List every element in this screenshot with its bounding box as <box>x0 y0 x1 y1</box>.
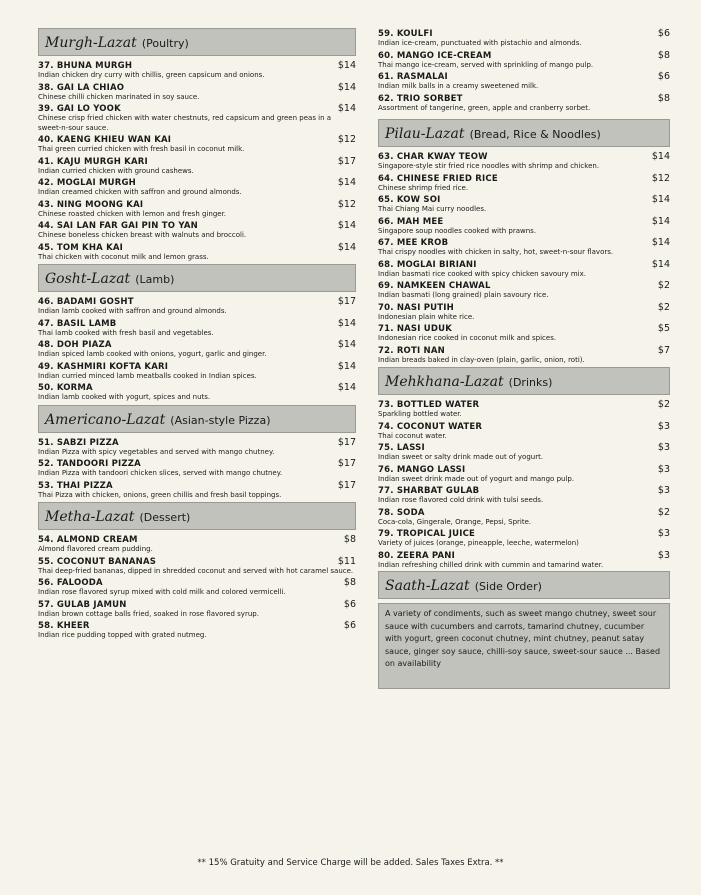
item-price: $14 <box>651 194 670 205</box>
item-name: 41. KAJU MURGH KARI <box>38 156 148 167</box>
menu-item-row <box>38 199 356 210</box>
menu-item <box>378 421 670 442</box>
item-price: $2 <box>657 506 670 518</box>
menu-item-row <box>378 151 670 162</box>
menu-item-row <box>378 442 670 453</box>
item-name: 60. MANGO ICE-CREAM <box>378 50 492 61</box>
item-price: $14 <box>337 177 356 188</box>
menu-item <box>378 237 670 258</box>
item-name: 68. MOGLAI BIRIANI <box>378 259 477 270</box>
item-name: 70. NASI PUTIH <box>378 302 454 313</box>
item-price: $14 <box>651 237 670 248</box>
item-description: Coca-cola, Gingerale, Orange, Pepsi, Sprite. <box>378 517 532 526</box>
item-price: $3 <box>657 463 670 475</box>
item-name: 72. ROTI NAN <box>378 345 445 356</box>
menu-item <box>38 220 356 241</box>
item-description: Thai Chiang Mai curry noodles. <box>378 205 487 213</box>
item-description: Indonesian rice cooked in coconut milk and spices. <box>378 334 557 342</box>
menu-item-row <box>38 82 356 93</box>
item-price: $14 <box>651 258 670 270</box>
item-name: 57. GULAB JAMUN <box>38 599 127 610</box>
section-subtitle: (Poultry) <box>141 37 189 50</box>
item-description: Indian curried minced lamb meatballs cooked in Indian spices. <box>38 371 257 380</box>
menu-item <box>38 382 356 403</box>
menu-item-row <box>38 458 356 469</box>
item-description: Variety of juices (orange, pineapple, leeche, watermelon) <box>378 539 579 547</box>
item-name: 46. BADAMI GOSHT <box>38 297 134 307</box>
item-description: Chinese boneless chicken breast with walnuts and broccoli. <box>38 231 247 239</box>
item-name: 45. TOM KHA KAI <box>38 242 124 253</box>
menu-item <box>378 216 670 237</box>
item-name: 71. NASI UDUK <box>378 324 452 334</box>
menu-item <box>38 480 356 501</box>
item-description: Indian milk balls in a creamy sweetened milk. <box>378 82 539 90</box>
menu-item-list <box>378 399 670 570</box>
item-price: $11 <box>337 555 356 567</box>
item-price: $14 <box>337 317 356 329</box>
item-description: Indian refreshing chilled drink with cummin and tamarind water. <box>378 560 604 569</box>
menu-item <box>378 345 670 366</box>
item-price: $17 <box>337 458 356 469</box>
section-subtitle: (Asian-style Pizza) <box>170 413 271 427</box>
menu-item-row <box>378 93 670 104</box>
item-description: Thai lamb cooked with fresh basil and vegetables. <box>38 328 214 337</box>
section-title: Americano-Lazat <box>45 411 166 428</box>
item-price: $3 <box>657 549 670 561</box>
menu-item-row <box>38 556 356 567</box>
item-name: 75. LASSI <box>378 443 425 453</box>
section-header <box>378 571 670 599</box>
item-price: $14 <box>651 215 670 227</box>
menu-item-row <box>378 302 670 313</box>
item-name: 69. NAMKEEN CHAWAL <box>378 281 491 291</box>
menu-item-row <box>378 237 670 248</box>
menu-item-row <box>378 507 670 518</box>
section-header <box>378 367 670 395</box>
section-title: Gosht-Lazat <box>45 271 131 287</box>
menu-item-row <box>378 421 670 432</box>
section-title: Mehkhana-Lazat <box>385 374 504 390</box>
item-description: Thai deep-fried bananas, dipped in shredded coconut and served with hot caramel sauce. <box>38 566 354 575</box>
item-price: $12 <box>651 172 670 184</box>
menu-item-row <box>38 296 356 307</box>
item-description: Indian spiced lamb cooked with onions, yogurt, garlic and ginger. <box>38 350 267 358</box>
item-description: Indonesian plain white rice. <box>378 312 475 321</box>
item-price: $14 <box>337 241 356 253</box>
menu-item <box>378 399 670 420</box>
item-description: Indian Pizza with tandoori chicken slices, served with mango chutney. <box>38 469 283 477</box>
item-price: $14 <box>337 220 356 231</box>
item-name: 65. KOW SOI <box>378 195 441 205</box>
item-price: $17 <box>337 479 356 491</box>
item-price: $3 <box>657 442 670 453</box>
menu-item-row <box>38 177 356 188</box>
item-description: Thai chicken with coconut milk and lemon grass. <box>38 252 209 261</box>
menu-item <box>378 28 670 49</box>
menu-item-row <box>38 382 356 393</box>
item-description: Indian creamed chicken with saffron and ground almonds. <box>38 188 242 196</box>
item-price: $14 <box>337 60 356 71</box>
menu-item-list <box>38 437 356 501</box>
menu-item <box>38 361 356 382</box>
menu-item-row <box>38 437 356 448</box>
menu-item-row <box>38 134 356 145</box>
item-name: 39. GAI LO YOOK <box>38 104 121 114</box>
item-price: $8 <box>343 534 356 545</box>
item-price: $17 <box>337 436 356 448</box>
menu-item <box>378 151 670 172</box>
menu-item <box>378 442 670 463</box>
footer-note: ** 15% Gratuity and Service Charge will be added. Sales Taxes Extra. ** <box>197 858 504 868</box>
dessert-continued <box>378 28 670 113</box>
section-header <box>38 502 356 530</box>
item-name: 78. SODA <box>378 507 425 518</box>
item-price: $17 <box>337 296 356 307</box>
item-description: Indian sweet drink made out of yogurt and mango pulp. <box>378 474 575 483</box>
menu-item-row <box>378 399 670 410</box>
item-name: 73. BOTTLED WATER <box>378 400 480 410</box>
item-price: $12 <box>337 134 356 145</box>
item-price: $3 <box>657 485 670 496</box>
section-subtitle: (Dessert) <box>139 511 191 524</box>
menu-item <box>38 437 356 458</box>
menu-item-row <box>378 259 670 270</box>
item-price: $6 <box>343 598 356 610</box>
item-name: 79. TROPICAL JUICE <box>378 529 476 539</box>
item-price: $7 <box>657 344 670 356</box>
menu-item-row <box>378 345 670 356</box>
item-price: $5 <box>657 323 670 334</box>
item-name: 44. SAI LAN FAR GAI PIN TO YAN <box>38 221 198 231</box>
item-name: 56. FALOODA <box>38 578 103 588</box>
menu-item-row <box>378 194 670 205</box>
menu-item-row <box>38 361 356 372</box>
menu-item-row <box>378 28 670 39</box>
item-description: Indian chicken dry curry with chillis, green capsicum and onions. <box>38 71 265 79</box>
item-name: 48. DOH PIAZA <box>38 340 112 350</box>
menu-item <box>378 50 670 71</box>
item-price: $3 <box>657 528 670 539</box>
menu-item <box>378 280 670 301</box>
menu-item <box>38 134 356 155</box>
menu-item <box>378 71 670 92</box>
menu-item-row <box>38 103 356 114</box>
item-price: $14 <box>337 81 356 93</box>
menu-item <box>38 534 356 555</box>
menu-item-row <box>38 60 356 71</box>
right-sections <box>378 119 670 570</box>
section-title: Pilau-Lazat <box>385 126 465 142</box>
item-price: $6 <box>657 28 670 39</box>
item-price: $6 <box>343 620 356 631</box>
item-name: 55. COCONUT BANANAS <box>38 556 157 567</box>
section-header <box>38 28 356 56</box>
left-column <box>38 28 356 642</box>
menu-item <box>378 173 670 194</box>
item-name: 66. MAH MEE <box>378 216 444 227</box>
item-price: $14 <box>337 360 356 372</box>
item-description: Indian rose flavored cold drink with tulsi seeds. <box>378 496 544 504</box>
item-description: Chinese roasted chicken with lemon and fresh ginger. <box>38 209 227 218</box>
item-name: 40. KAENG KHIEU WAN KAI <box>38 135 172 145</box>
menu-item <box>378 464 670 485</box>
menu-item <box>378 302 670 323</box>
item-name: 43. NING MOONG KAI <box>38 199 144 210</box>
item-description: Indian lamb cooked with yogurt, spices and nuts. <box>38 393 211 401</box>
menu-item-row <box>378 464 670 475</box>
item-price: $14 <box>337 103 356 114</box>
item-price: $2 <box>657 399 670 410</box>
menu-item-row <box>38 620 356 631</box>
menu-item <box>38 242 356 263</box>
menu-item-row <box>378 71 670 82</box>
menu-item <box>378 528 670 549</box>
item-description: Thai green curried chicken with fresh basil in coconut milk. <box>38 145 245 153</box>
section-subtitle: (Lamb) <box>135 273 175 286</box>
section-subtitle: (Side Order) <box>474 580 542 593</box>
item-price: $2 <box>657 280 670 291</box>
item-name: 52. TANDOORI PIZZA <box>38 459 141 469</box>
menu-item <box>38 599 356 620</box>
item-description: Indian ice-cream, punctuated with pistachio and almonds. <box>378 39 582 47</box>
menu-item-row <box>378 550 670 561</box>
menu-item-row <box>38 577 356 588</box>
menu-item <box>38 296 356 317</box>
item-price: $3 <box>657 420 670 432</box>
section-title: Saath-Lazat <box>385 578 470 594</box>
menu-item <box>378 485 670 506</box>
menu-item <box>38 60 356 81</box>
menu-item-row <box>38 339 356 350</box>
menu-item-list <box>378 151 670 365</box>
item-description: Indian basmati rice cooked with spicy chicken savoury mix. <box>378 269 586 278</box>
right-column <box>378 28 670 689</box>
item-name: 54. ALMOND CREAM <box>38 535 138 545</box>
menu-item-list <box>38 60 356 262</box>
item-description: Assortment of tangerine, green, apple and cranberry sorbet. <box>378 103 591 112</box>
section-header <box>378 119 670 147</box>
item-description: Sparkling bottled water. <box>378 410 462 418</box>
item-name: 38. GAI LA CHIAO <box>38 82 125 93</box>
item-name: 61. RASMALAI <box>378 72 448 82</box>
item-name: 37. BHUNA MURGH <box>38 61 133 71</box>
menu-item <box>38 620 356 641</box>
menu-item-list <box>38 296 356 403</box>
menu-item-row <box>378 216 670 227</box>
section-title: Metha-Lazat <box>45 509 135 525</box>
item-price: $14 <box>651 151 670 162</box>
section-subtitle: (Bread, Rice & Noodles) <box>469 128 601 141</box>
item-name: 49. KASHMIRI KOFTA KARI <box>38 361 169 372</box>
item-name: 58. KHEER <box>38 621 90 631</box>
menu-item-row <box>38 242 356 253</box>
item-name: 51. SABZI PIZZA <box>38 437 119 448</box>
item-price: $8 <box>657 92 670 104</box>
item-description: Thai Pizza with chicken, onions, green chillis and fresh basil toppings. <box>38 490 282 499</box>
menu-item <box>38 339 356 360</box>
menu-item <box>378 323 670 344</box>
item-description: Indian rice pudding topped with grated nutmeg. <box>38 631 207 639</box>
item-price: $17 <box>337 155 356 167</box>
item-description: Indian lamb cooked with saffron and ground almonds. <box>38 307 227 315</box>
item-description: Indian Pizza with spicy vegetables and served with mango chutney. <box>38 447 275 456</box>
menu-item-row <box>378 528 670 539</box>
menu-item <box>38 103 356 133</box>
menu-item <box>38 82 356 103</box>
item-description: Chinese shrimp fried rice. <box>378 183 469 192</box>
item-description: Chinese chilli chicken marinated in soy sauce. <box>38 92 200 101</box>
menu-item <box>38 156 356 177</box>
item-name: 76. MANGO LASSI <box>378 464 466 475</box>
item-name: 63. CHAR KWAY TEOW <box>378 152 488 162</box>
section-title: Murgh-Lazat <box>45 35 137 51</box>
item-description: Indian curried chicken with ground cashews. <box>38 166 194 175</box>
menu-item-row <box>378 50 670 61</box>
item-description: Singapore soup noodles cooked with prawns. <box>378 226 537 235</box>
item-description: Thai mango ice-cream, served with sprinkling of mango pulp. <box>378 60 594 69</box>
menu-item-row <box>378 173 670 184</box>
item-name: 47. BASIL LAMB <box>38 318 117 329</box>
item-description: Indian sweet or salty drink made out of yogurt. <box>378 453 544 461</box>
item-price: $2 <box>657 301 670 313</box>
item-name: 50. KORMA <box>38 383 93 393</box>
menu-item <box>378 93 670 114</box>
menu-item-row <box>38 318 356 329</box>
item-price: $8 <box>657 49 670 61</box>
menu-item-row <box>38 156 356 167</box>
menu-item <box>378 194 670 215</box>
section-header <box>38 264 356 292</box>
item-name: 59. KOULFI <box>378 29 433 39</box>
item-description: Indian basmati (long grained) plain savoury rice. <box>378 291 549 299</box>
item-name: 53. THAI PIZZA <box>38 480 113 491</box>
item-description: Thai crispy noodles with chicken in salty, hot, sweet-n-sour flavors. <box>378 248 614 256</box>
item-description: Indian brown cottage balls fried, soaked in rose flavored syrup. <box>38 609 259 618</box>
menu-item-list <box>38 534 356 641</box>
menu-item <box>38 577 356 598</box>
item-price: $6 <box>657 71 670 82</box>
menu-item <box>378 259 670 280</box>
item-description: Almond flavored cream pudding. <box>38 545 153 553</box>
menu-item <box>38 556 356 577</box>
item-name: 77. SHARBAT GULAB <box>378 486 480 496</box>
item-name: 74. COCONUT WATER <box>378 421 483 432</box>
menu-item <box>38 177 356 198</box>
item-name: 64. CHINESE FRIED RICE <box>378 173 498 184</box>
item-description: Indian breads baked in clay-oven (plain, garlic, onion, roti). <box>378 355 585 364</box>
item-price: $12 <box>337 198 356 210</box>
menu-item <box>38 458 356 479</box>
menu-item <box>378 550 670 571</box>
menu-item-row <box>378 280 670 291</box>
menu-item <box>378 507 670 528</box>
item-description: Indian rose flavored syrup mixed with cold milk and colored vermicelli. <box>38 588 286 596</box>
menu-item-row <box>38 534 356 545</box>
item-name: 80. ZEERA PANI <box>378 550 455 561</box>
item-name: 42. MOGLAI MURGH <box>38 178 136 188</box>
menu-item-row <box>378 323 670 334</box>
item-name: 67. MEE KROB <box>378 238 449 248</box>
item-description: Chinese crisp fried chicken with water chestnuts, red capsicum and green peas in a sweet-n-sour sauce. <box>38 114 332 132</box>
menu-item <box>38 199 356 220</box>
menu-item-row <box>378 485 670 496</box>
side-order-description: A variety of condiments, such as sweet mango chutney, sweet sour sauce with cucumbers and carrots, tamarind chutney, cucumber with yogurt, green coconut chutney, mint chutney, peanut satay sauce, ginger soy sauce, chilli-soy sauce, sweet-sour sauce ... Based on availability <box>378 603 670 689</box>
menu-item <box>38 318 356 339</box>
menu-item-row <box>38 480 356 491</box>
section-header <box>38 405 356 433</box>
item-price: $14 <box>337 339 356 350</box>
item-description: Thai coconut water. <box>378 431 447 440</box>
item-price: $14 <box>337 382 356 393</box>
item-name: 62. TRIO SORBET <box>378 93 463 104</box>
menu-item-row <box>38 220 356 231</box>
item-description: Singapore-style stir fried rice noodles with shrimp and chicken. <box>378 162 600 170</box>
section-subtitle: (Drinks) <box>508 376 553 389</box>
menu-item-row <box>38 599 356 610</box>
item-price: $8 <box>343 577 356 588</box>
